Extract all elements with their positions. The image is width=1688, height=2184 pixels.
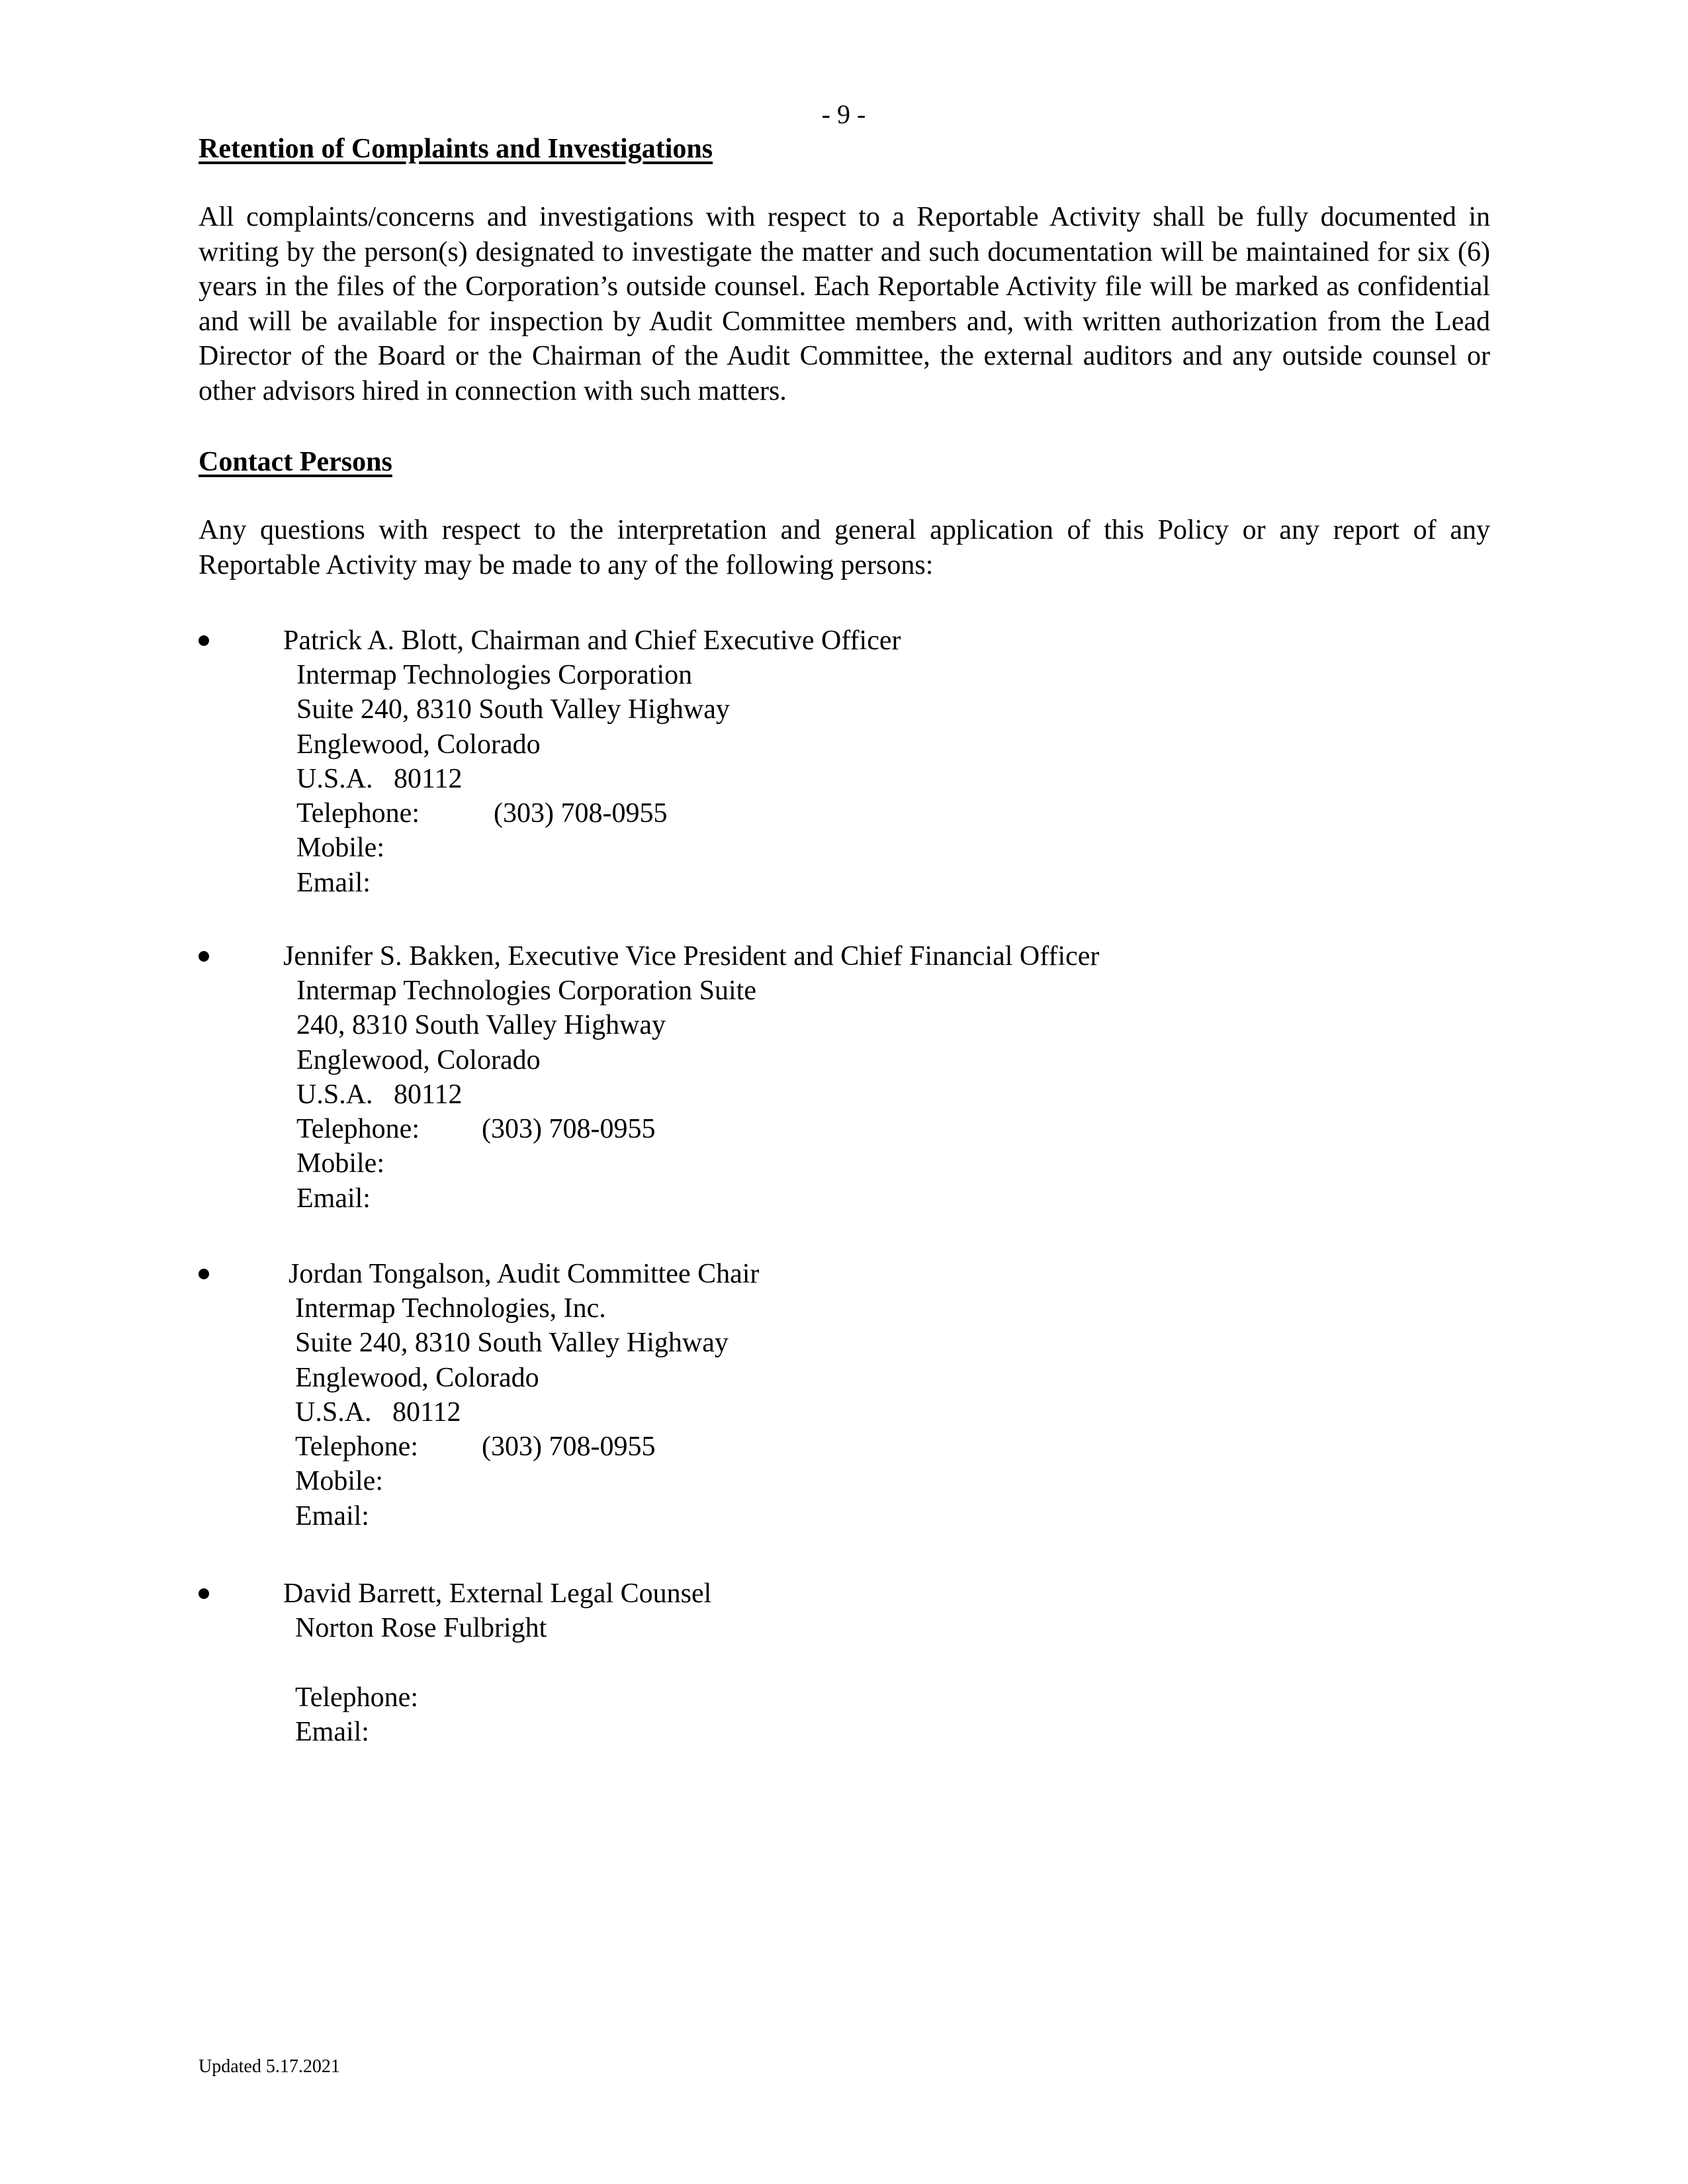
contact-intro-paragraph: Any questions with respect to the interpretation and general application of this Policy or any report of any Reportable Activity may be made to any of the following persons: — [199, 515, 1490, 580]
contact-telephone-row — [295, 1430, 729, 1464]
contact-telephone-row — [296, 796, 730, 831]
contact-country-zip: U.S.A. 80112 — [296, 763, 463, 794]
retention-heading: Retention of Complaints and Investigations — [199, 134, 713, 164]
contact-details — [295, 1611, 547, 1749]
bullet-icon — [199, 635, 209, 646]
telephone-value: (303) 708-0955 — [494, 798, 668, 829]
telephone-label: Telephone: — [295, 1432, 418, 1463]
contact-org: Intermap Technologies, Inc. — [295, 1293, 606, 1324]
contact-persons-heading: Contact Persons — [199, 447, 392, 477]
contact-org: Intermap Technologies Corporation — [296, 660, 693, 690]
contact-city: Englewood, Colorado — [296, 1044, 541, 1075]
footer-updated-date: Updated 5.17.2021 — [199, 2056, 340, 2077]
page-number: - 9 - — [821, 99, 866, 129]
telephone-value: (303) 708-0955 — [482, 1114, 656, 1145]
contact-address: Suite 240, 8310 South Valley Highway — [295, 1328, 729, 1359]
contact-email-label: Email: — [295, 1500, 369, 1531]
contact-mobile-label: Mobile: — [296, 1148, 384, 1179]
contact-name: Jennifer S. Bakken, Executive Vice President and Chief Financial Officer — [283, 941, 1100, 972]
contact-details — [295, 1291, 729, 1533]
contact-mobile-label: Mobile: — [296, 833, 384, 864]
contact-city: Englewood, Colorado — [296, 729, 541, 760]
contact-telephone-label: Telephone: — [295, 1682, 418, 1713]
telephone-label: Telephone: — [296, 1114, 420, 1145]
contact-org: Norton Rose Fulbright — [295, 1613, 547, 1643]
contact-email-label: Email: — [295, 1716, 369, 1747]
contact-country-zip: U.S.A. 80112 — [295, 1396, 461, 1428]
contact-details — [296, 974, 756, 1216]
contact-country-zip: U.S.A. 80112 — [296, 1079, 463, 1110]
contact-address: Suite 240, 8310 South Valley Highway — [296, 694, 730, 725]
telephone-label: Telephone: — [296, 798, 420, 829]
contact-email-label: Email: — [296, 867, 371, 898]
bullet-icon — [199, 1269, 209, 1279]
contact-org: Intermap Technologies Corporation Suite — [296, 976, 756, 1006]
contact-details — [296, 658, 730, 900]
telephone-value: (303) 708-0955 — [482, 1432, 656, 1463]
contact-name: Jordan Tongalson, Audit Committee Chair — [289, 1259, 760, 1289]
contact-name: Patrick A. Blott, Chairman and Chief Executive Officer — [283, 625, 901, 656]
retention-paragraph: All complaints/concerns and investigations with respect to a Reportable Activity shall be fully documented in writing by the person(s) designated to investigate the matter and such documentation will be maintained for six (6) years in the files of the Corporation’s outside counsel. Each Reportable Activity file will be marked as confidential and will be available for inspection by Audit Committee members and, with written authorization from the Lead Director of the Board or the Chairman of the Audit Committee, the external auditors and any outside counsel or other advisors hired in connection with such matters. — [199, 202, 1490, 406]
bullet-icon — [199, 951, 209, 962]
contact-city: Englewood, Colorado — [295, 1362, 539, 1393]
contact-telephone-row — [296, 1112, 756, 1146]
contact-mobile-label: Mobile: — [295, 1466, 383, 1497]
contact-address: 240, 8310 South Valley Highway — [296, 1010, 666, 1041]
bullet-icon — [199, 1588, 209, 1599]
contact-email-label: Email: — [296, 1183, 371, 1214]
contact-name: David Barrett, External Legal Counsel — [283, 1578, 712, 1609]
contact-blank-line — [295, 1645, 547, 1680]
